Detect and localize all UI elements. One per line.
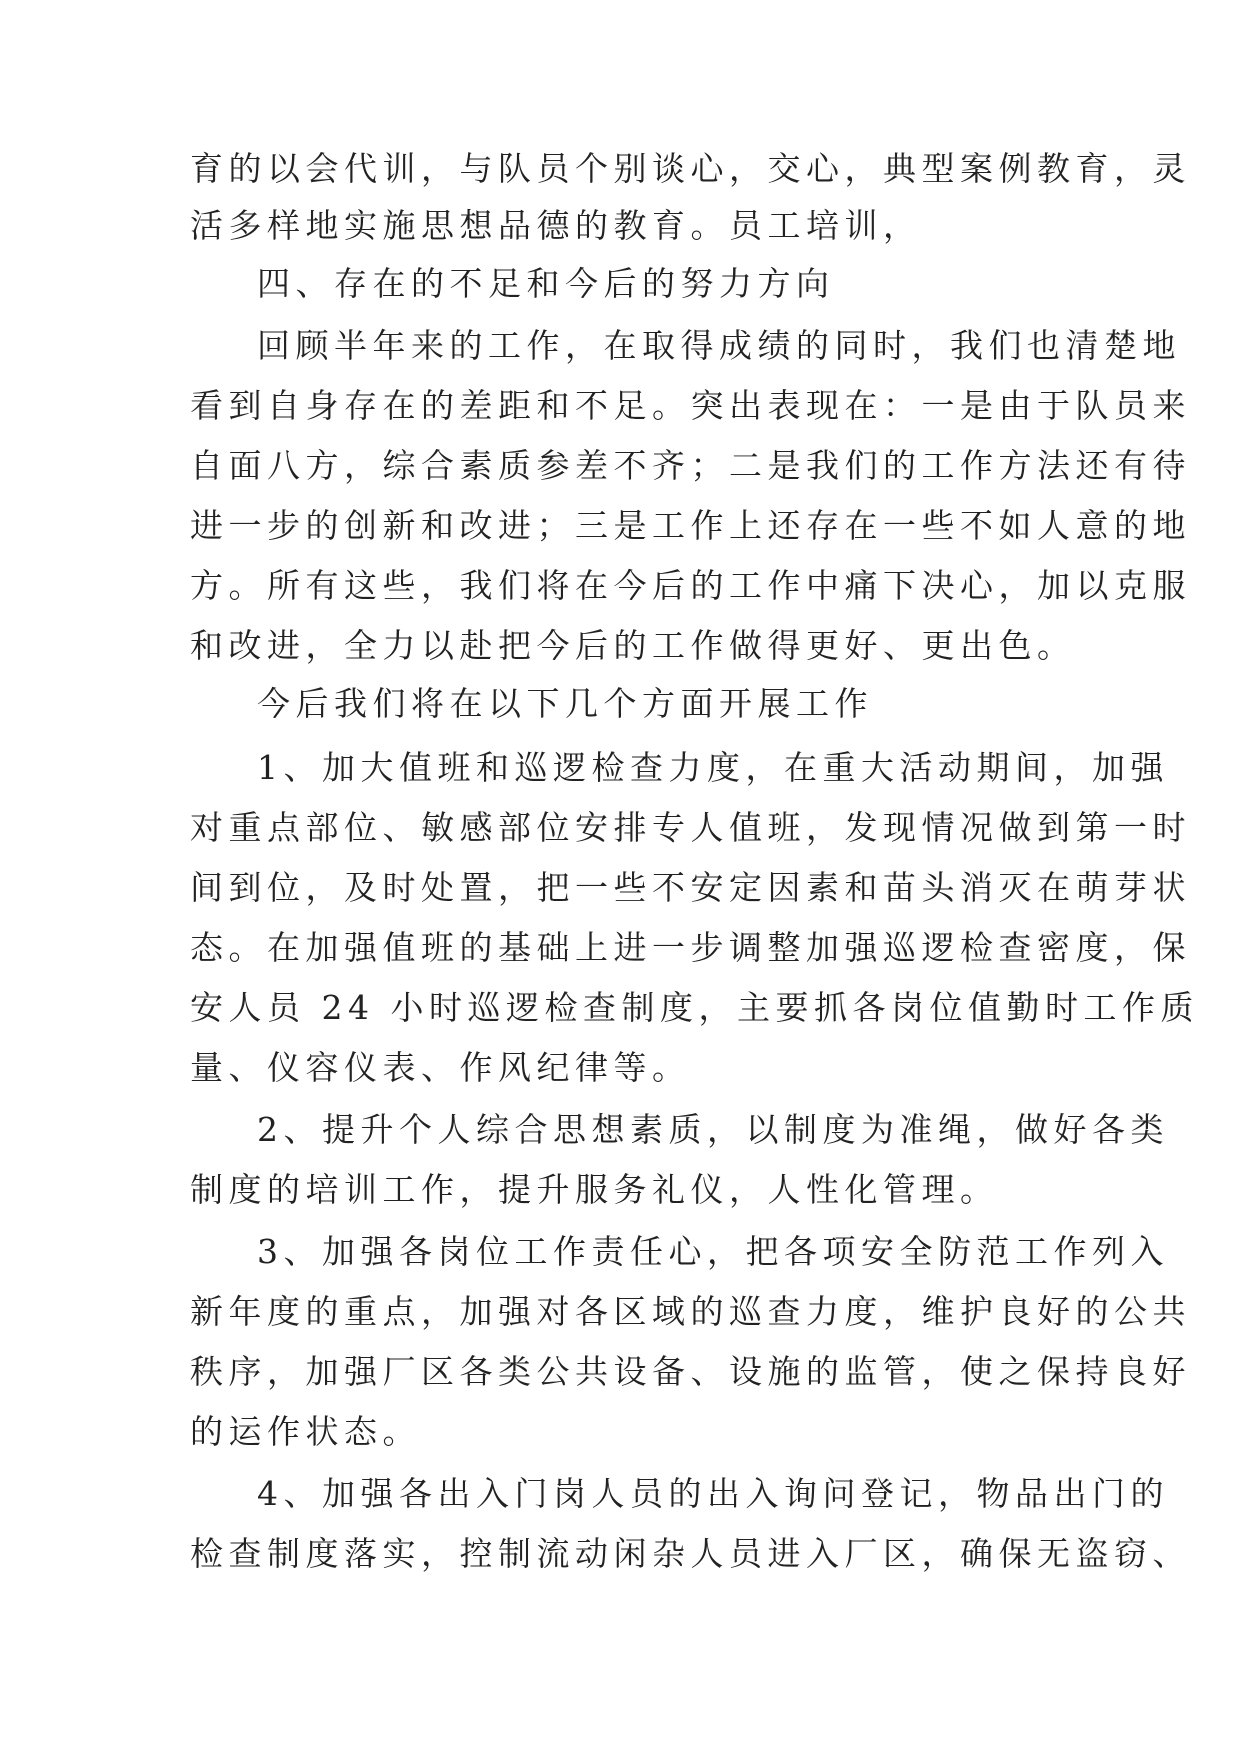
text-line: 量、仪容仪表、作风纪律等。 <box>190 1048 691 1087</box>
text-line: 育的以会代训，与队员个别谈心，交心，典型案例教育，灵 <box>190 149 1191 188</box>
text-line: 看到自身存在的差距和不足。突出表现在：一是由于队员来 <box>190 386 1191 425</box>
text-line: 制度的培训工作，提升服务礼仪，人性化管理。 <box>190 1170 999 1209</box>
text-line: 秩序，加强厂区各类公共设备、设施的监管，使之保持良好 <box>190 1352 1191 1391</box>
section-heading: 四、存在的不足和今后的努力方向 <box>257 264 835 303</box>
text-line: 进一步的创新和改进；三是工作上还存在一些不如人意的地 <box>190 506 1191 545</box>
text-line: 间到位，及时处置，把一些不安定因素和苗头消灭在萌芽状 <box>190 868 1191 907</box>
list-item-1: 1、加大值班和巡逻检查力度，在重大活动期间，加强 <box>257 748 1169 787</box>
text-line: 态。在加强值班的基础上进一步调整加强巡逻检查密度，保 <box>190 928 1191 967</box>
list-item-4: 4、加强各出入门岗人员的出入询问登记，物品出门的 <box>257 1474 1169 1513</box>
text-line: 方。所有这些，我们将在今后的工作中痛下决心，加以克服 <box>190 566 1191 605</box>
list-item-2: 2、提升个人综合思想素质，以制度为准绳，做好各类 <box>257 1110 1169 1149</box>
text-line: 和改进，全力以赴把今后的工作做得更好、更出色。 <box>190 626 1076 665</box>
text-line: 检查制度落实，控制流动闲杂人员进入厂区，确保无盗窃、 <box>190 1534 1191 1573</box>
text-line: 新年度的重点，加强对各区域的巡查力度，维护良好的公共 <box>190 1292 1191 1331</box>
text-line: 回顾半年来的工作，在取得成绩的同时，我们也清楚地 <box>257 326 1181 365</box>
text-line: 自面八方，综合素质参差不齐；二是我们的工作方法还有待 <box>190 446 1191 485</box>
text-line: 活多样地实施思想品德的教育。员工培训， <box>190 206 922 245</box>
text-line: 对重点部位、敏感部位安排专人值班，发现情况做到第一时 <box>190 808 1191 847</box>
text-line: 的运作状态。 <box>190 1412 421 1451</box>
text-line: 今后我们将在以下几个方面开展工作 <box>257 684 873 723</box>
list-item-3: 3、加强各岗位工作责任心，把各项安全防范工作列入 <box>257 1232 1169 1271</box>
text-line: 安人员 24 小时巡逻检查制度，主要抓各岗位值勤时工作质 <box>190 988 1199 1027</box>
